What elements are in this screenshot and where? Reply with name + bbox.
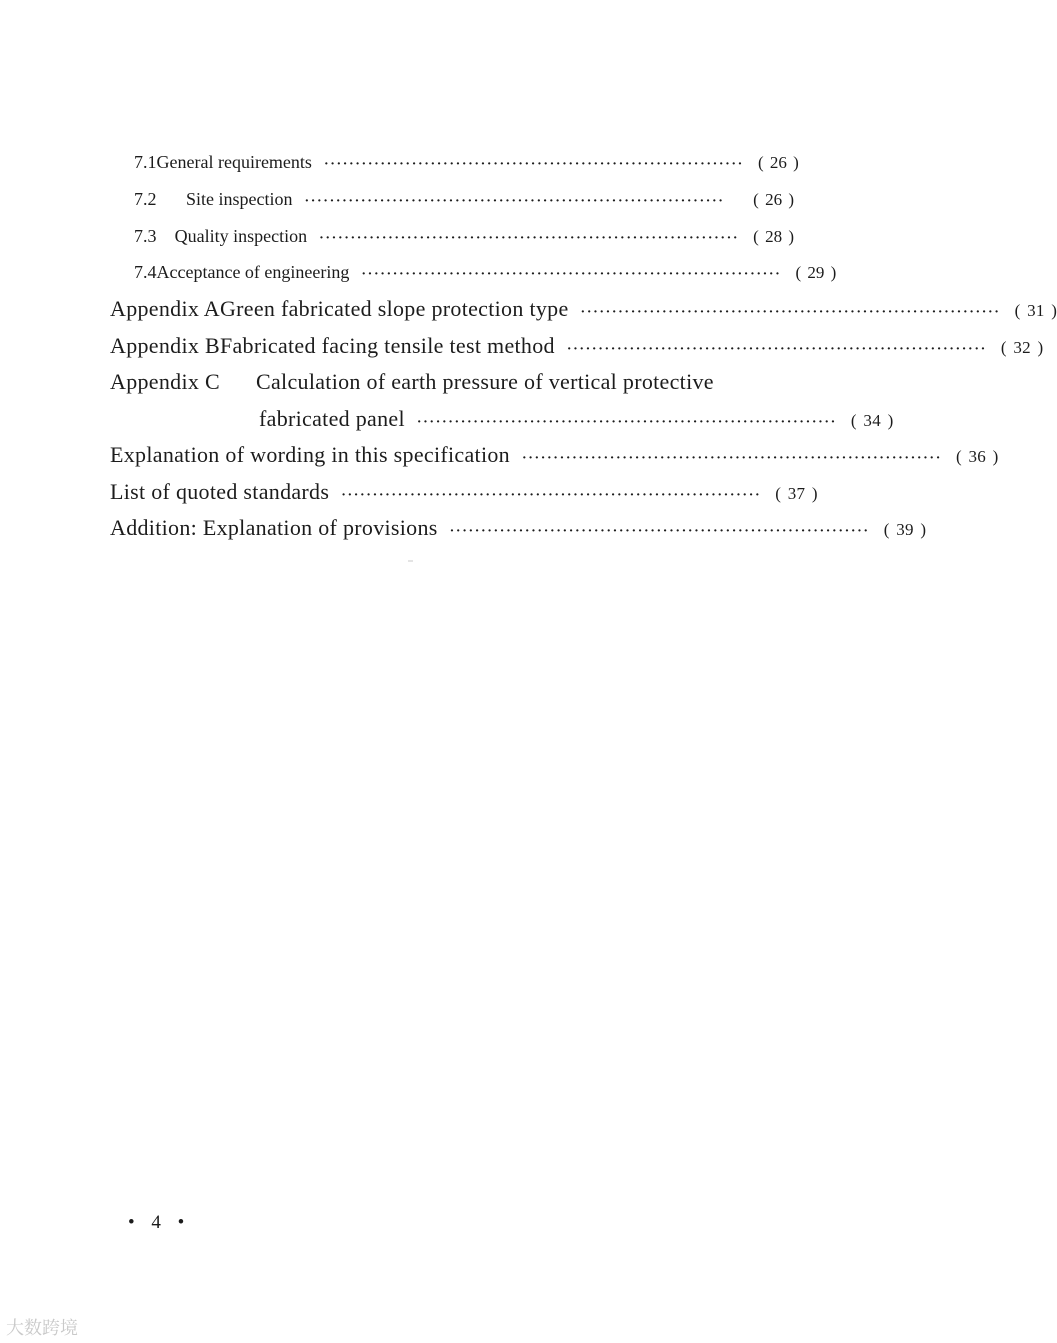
section-number: 7.1 [134,152,157,172]
page-ref: ( 29 ) [795,263,837,282]
page-ref: ( 39 ) [883,520,927,539]
toc-entry-addition[interactable] [110,515,927,545]
toc-entry-7-4[interactable] [134,262,837,288]
toc-entry-7-2[interactable] [134,189,794,215]
dot-leader: ··································································· [566,342,987,357]
entry-title: Acceptance of engineering [156,262,350,282]
toc-entry-appendix-a[interactable] [110,296,1057,326]
page-ref: ( 26 ) [757,153,799,172]
appendix-label: Appendix B [110,333,220,358]
appendix-label: Appendix A [110,296,220,321]
entry-title-continued: fabricated panel [259,406,405,431]
entry-title: Calculation of earth pressure of vertical protective [256,369,714,394]
entry-title: Site inspection [186,189,293,209]
scan-speck [408,560,413,562]
appendix-label: Appendix C [110,369,220,394]
section-number: 7.4 [134,262,157,282]
entry-title: List of quoted standards [110,479,330,504]
entry-title: Explanation of wording in this specification [110,442,510,467]
section-number: 7.3 [134,226,157,246]
page-ref: ( 37 ) [775,484,818,503]
dot-leader: ··································································· [580,305,1001,320]
toc-entry-appendix-c[interactable] [110,369,794,399]
page-ref: ( 32 ) [1000,338,1044,357]
toc-entry-7-3[interactable] [134,226,794,252]
entry-title: Addition: Explanation of provisions [110,515,438,540]
dot-leader: ··································································· [323,157,744,172]
watermark-logo: 大数跨境 [6,1318,78,1339]
dot-leader: ··································································· [361,267,782,282]
page-number: • 4 • [128,1212,191,1233]
entry-title: Fabricated facing tensile test method [219,333,555,358]
section-number: 7.2 [134,189,157,209]
page-ref: ( 36 ) [955,447,999,466]
dot-leader: ··································································· [521,451,942,466]
toc-entry-appendix-b[interactable] [110,333,1044,363]
entry-title: General requirements [156,152,312,172]
entry-title: Quality inspection [174,226,308,246]
page-ref: ( 31 ) [1014,301,1057,320]
dot-leader: ··································································· [319,231,740,246]
toc-entry-quoted-standards[interactable] [110,479,818,509]
dot-leader: ··································································· [449,524,870,539]
page-ref: ( 34 ) [850,411,894,430]
toc-entry-appendix-c-cont[interactable] [259,406,894,436]
dot-leader: ··································································· [341,488,762,503]
dot-leader: ··································································· [304,194,725,209]
toc-entry-wording[interactable] [110,442,999,472]
dot-leader: ··································································· [416,415,837,430]
entry-title: Green fabricated slope protection type [219,296,569,321]
toc-entry-7-1[interactable] [134,152,799,178]
page-ref: ( 26 ) [753,190,794,209]
page-ref: ( 28 ) [753,227,794,246]
